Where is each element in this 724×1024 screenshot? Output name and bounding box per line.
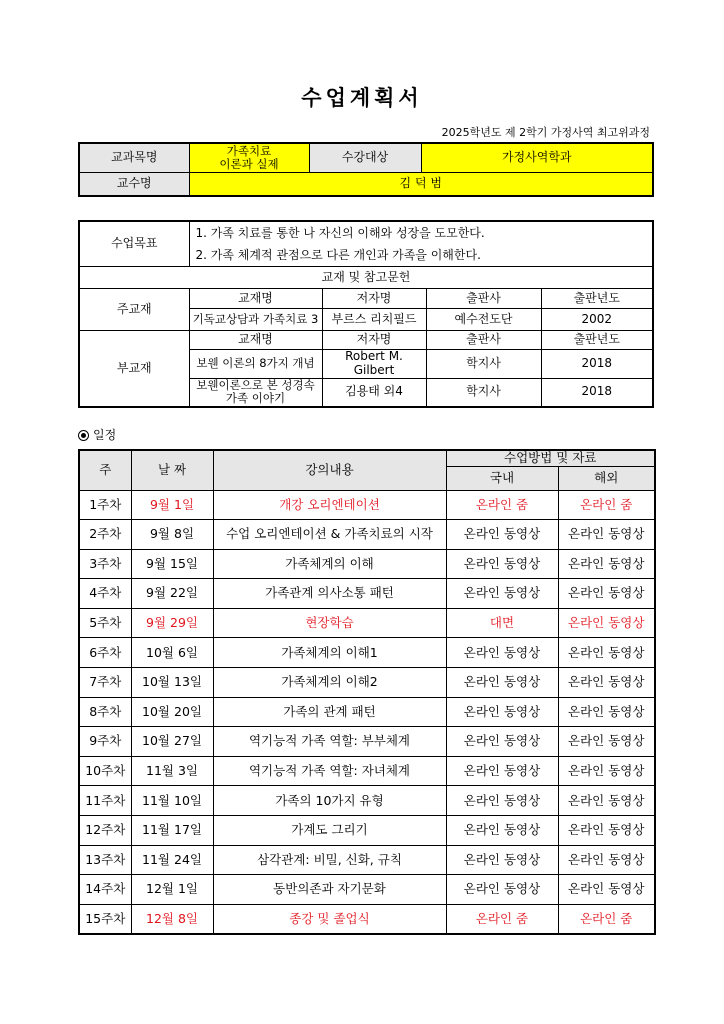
sub-book-title: 보웬 이론의 8가지 개념 [189, 350, 322, 379]
schedule-section-label [78, 426, 116, 443]
date-cell: 9월 22일 [131, 579, 213, 609]
page-title: 수업계획서 [301, 86, 423, 110]
date-cell: 10월 6일 [131, 638, 213, 668]
date-cell: 11월 10일 [131, 786, 213, 816]
content-cell: 가족체계의 이해2 [213, 668, 446, 698]
page-subtitle: 2025학년도 제 2학기 가정사역 최고위과정 [441, 126, 650, 139]
col-content-header: 강의내용 [213, 450, 446, 490]
col-publisher: 출판사 [426, 331, 541, 350]
col-publisher: 출판사 [426, 289, 541, 309]
week-cell: 3주차 [79, 549, 131, 579]
col-week-header: 주 [79, 450, 131, 490]
content-cell: 가족체계의 이해 [213, 549, 446, 579]
date-cell: 11월 17일 [131, 816, 213, 846]
col-year: 출판년도 [541, 331, 653, 350]
date-cell: 12월 1일 [131, 875, 213, 905]
schedule-row [79, 579, 655, 609]
professor-value: 김 덕 범 [189, 172, 653, 196]
overseas-cell: 온라인 동영상 [558, 845, 655, 875]
domestic-cell: 온라인 동영상 [446, 845, 558, 875]
content-cell: 개강 오리엔테이션 [213, 490, 446, 520]
goal-line-2: 2. 가족 체계적 관점으로 다른 개인과 가족을 이해한다. [195, 248, 481, 262]
schedule-row [79, 875, 655, 905]
date-cell: 11월 24일 [131, 845, 213, 875]
week-cell: 8주차 [79, 697, 131, 727]
col-title: 교재명 [189, 289, 322, 309]
date-cell: 9월 15일 [131, 549, 213, 579]
week-cell: 1주차 [79, 490, 131, 520]
domestic-cell: 온라인 동영상 [446, 668, 558, 698]
schedule-row [79, 490, 655, 520]
overseas-cell: 온라인 동영상 [558, 756, 655, 786]
week-cell: 4주차 [79, 579, 131, 609]
overseas-cell: 온라인 동영상 [558, 549, 655, 579]
week-cell: 2주차 [79, 520, 131, 550]
goals-label: 수업목표 [79, 221, 189, 267]
date-cell: 10월 27일 [131, 727, 213, 757]
sub-book-publisher: 학지사 [426, 350, 541, 379]
domestic-cell: 온라인 줌 [446, 490, 558, 520]
content-cell: 역기능적 가족 역할: 부부체계 [213, 727, 446, 757]
content-cell: 역기능적 가족 역할: 자녀체계 [213, 756, 446, 786]
overseas-cell: 온라인 동영상 [558, 875, 655, 905]
main-book-author: 부르스 리치필드 [322, 309, 426, 331]
overseas-cell: 온라인 줌 [558, 490, 655, 520]
week-cell: 9주차 [79, 727, 131, 757]
schedule-row [79, 520, 655, 550]
main-book-label: 주교재 [79, 289, 189, 331]
overseas-cell: 온라인 동영상 [558, 697, 655, 727]
target-label: 수강대상 [309, 143, 421, 172]
sub-book-author: 김용태 외4 [322, 378, 426, 407]
overseas-cell: 온라인 동영상 [558, 816, 655, 846]
overseas-cell: 온라인 동영상 [558, 520, 655, 550]
week-cell: 6주차 [79, 638, 131, 668]
content-cell: 가족의 관계 패턴 [213, 697, 446, 727]
sub-book-year: 2018 [541, 350, 653, 379]
schedule-row [79, 608, 655, 638]
sub-book-publisher: 학지사 [426, 378, 541, 407]
main-book-year: 2002 [541, 309, 653, 331]
overseas-cell: 온라인 동영상 [558, 727, 655, 757]
target-value: 가정사역학과 [421, 143, 653, 172]
professor-label: 교수명 [79, 172, 189, 196]
schedule-body [79, 490, 655, 934]
date-cell: 9월 1일 [131, 490, 213, 520]
schedule-row [79, 904, 655, 934]
content-cell: 삼각관계: 비밀, 신화, 규칙 [213, 845, 446, 875]
main-book-title: 기독교상담과 가족치료 3 [189, 309, 322, 331]
domestic-cell: 온라인 줌 [446, 904, 558, 934]
week-cell: 7주차 [79, 668, 131, 698]
domestic-cell: 온라인 동영상 [446, 727, 558, 757]
course-info-table [78, 142, 654, 197]
goal-line-1: 1. 가족 치료를 통한 나 자신의 이해와 성장을 도모한다. [195, 226, 485, 240]
main-book-publisher: 예수전도단 [426, 309, 541, 331]
sub-book-year: 2018 [541, 378, 653, 407]
col-author: 저자명 [322, 289, 426, 309]
date-cell: 10월 20일 [131, 697, 213, 727]
date-cell: 9월 29일 [131, 608, 213, 638]
domestic-cell: 온라인 동영상 [446, 875, 558, 905]
books-header: 교재 및 참고문헌 [79, 267, 653, 289]
schedule-row [79, 638, 655, 668]
col-author: 저자명 [322, 331, 426, 350]
course-value-text: 가족치료 이론과 실제 [219, 143, 279, 171]
week-cell: 11주차 [79, 786, 131, 816]
overseas-cell: 온라인 동영상 [558, 638, 655, 668]
schedule-row [79, 845, 655, 875]
course-value [189, 143, 309, 172]
sub-book-author: Robert M. Gilbert [322, 350, 426, 379]
overseas-cell: 온라인 동영상 [558, 668, 655, 698]
goals-content [189, 221, 653, 267]
schedule-row [79, 786, 655, 816]
col-title: 교재명 [189, 331, 322, 350]
week-cell: 10주차 [79, 756, 131, 786]
col-method-header: 수업방법 및 자료 [446, 450, 655, 466]
schedule-row [79, 549, 655, 579]
schedule-table [78, 449, 656, 935]
textbook-table [78, 220, 654, 408]
date-cell: 11월 3일 [131, 756, 213, 786]
overseas-cell: 온라인 동영상 [558, 579, 655, 609]
col-overseas-header: 해외 [558, 466, 655, 490]
domestic-cell: 온라인 동영상 [446, 549, 558, 579]
date-cell: 12월 8일 [131, 904, 213, 934]
course-label: 교과목명 [79, 143, 189, 172]
sub-book-title: 보웬이론으로 본 성경속 가족 이야기 [189, 378, 322, 407]
content-cell: 가족의 10가지 유형 [213, 786, 446, 816]
content-cell: 가족체계의 이해1 [213, 638, 446, 668]
sub-book-label: 부교재 [79, 331, 189, 408]
domestic-cell: 온라인 동영상 [446, 520, 558, 550]
schedule-row [79, 727, 655, 757]
col-date-header: 날 짜 [131, 450, 213, 490]
content-cell: 종강 및 졸업식 [213, 904, 446, 934]
week-cell: 13주차 [79, 845, 131, 875]
content-cell: 수업 오리엔테이션 & 가족치료의 시작 [213, 520, 446, 550]
domestic-cell: 대면 [446, 608, 558, 638]
date-cell: 9월 8일 [131, 520, 213, 550]
week-cell: 14주차 [79, 875, 131, 905]
overseas-cell: 온라인 동영상 [558, 786, 655, 816]
domestic-cell: 온라인 동영상 [446, 816, 558, 846]
content-cell: 동반의존과 자기문화 [213, 875, 446, 905]
content-cell: 가족관계 의사소통 패턴 [213, 579, 446, 609]
domestic-cell: 온라인 동영상 [446, 756, 558, 786]
content-cell: 현장학습 [213, 608, 446, 638]
week-cell: 15주차 [79, 904, 131, 934]
schedule-row [79, 668, 655, 698]
schedule-label-text: 일정 [93, 428, 117, 442]
week-cell: 12주차 [79, 816, 131, 846]
domestic-cell: 온라인 동영상 [446, 579, 558, 609]
schedule-row [79, 816, 655, 846]
content-cell: 가계도 그리기 [213, 816, 446, 846]
week-cell: 5주차 [79, 608, 131, 638]
col-domestic-header: 국내 [446, 466, 558, 490]
domestic-cell: 온라인 동영상 [446, 786, 558, 816]
domestic-cell: 온라인 동영상 [446, 697, 558, 727]
bullet-icon [78, 430, 89, 441]
schedule-row [79, 697, 655, 727]
date-cell: 10월 13일 [131, 668, 213, 698]
schedule-row [79, 756, 655, 786]
col-year: 출판년도 [541, 289, 653, 309]
overseas-cell: 온라인 동영상 [558, 608, 655, 638]
overseas-cell: 온라인 줌 [558, 904, 655, 934]
domestic-cell: 온라인 동영상 [446, 638, 558, 668]
